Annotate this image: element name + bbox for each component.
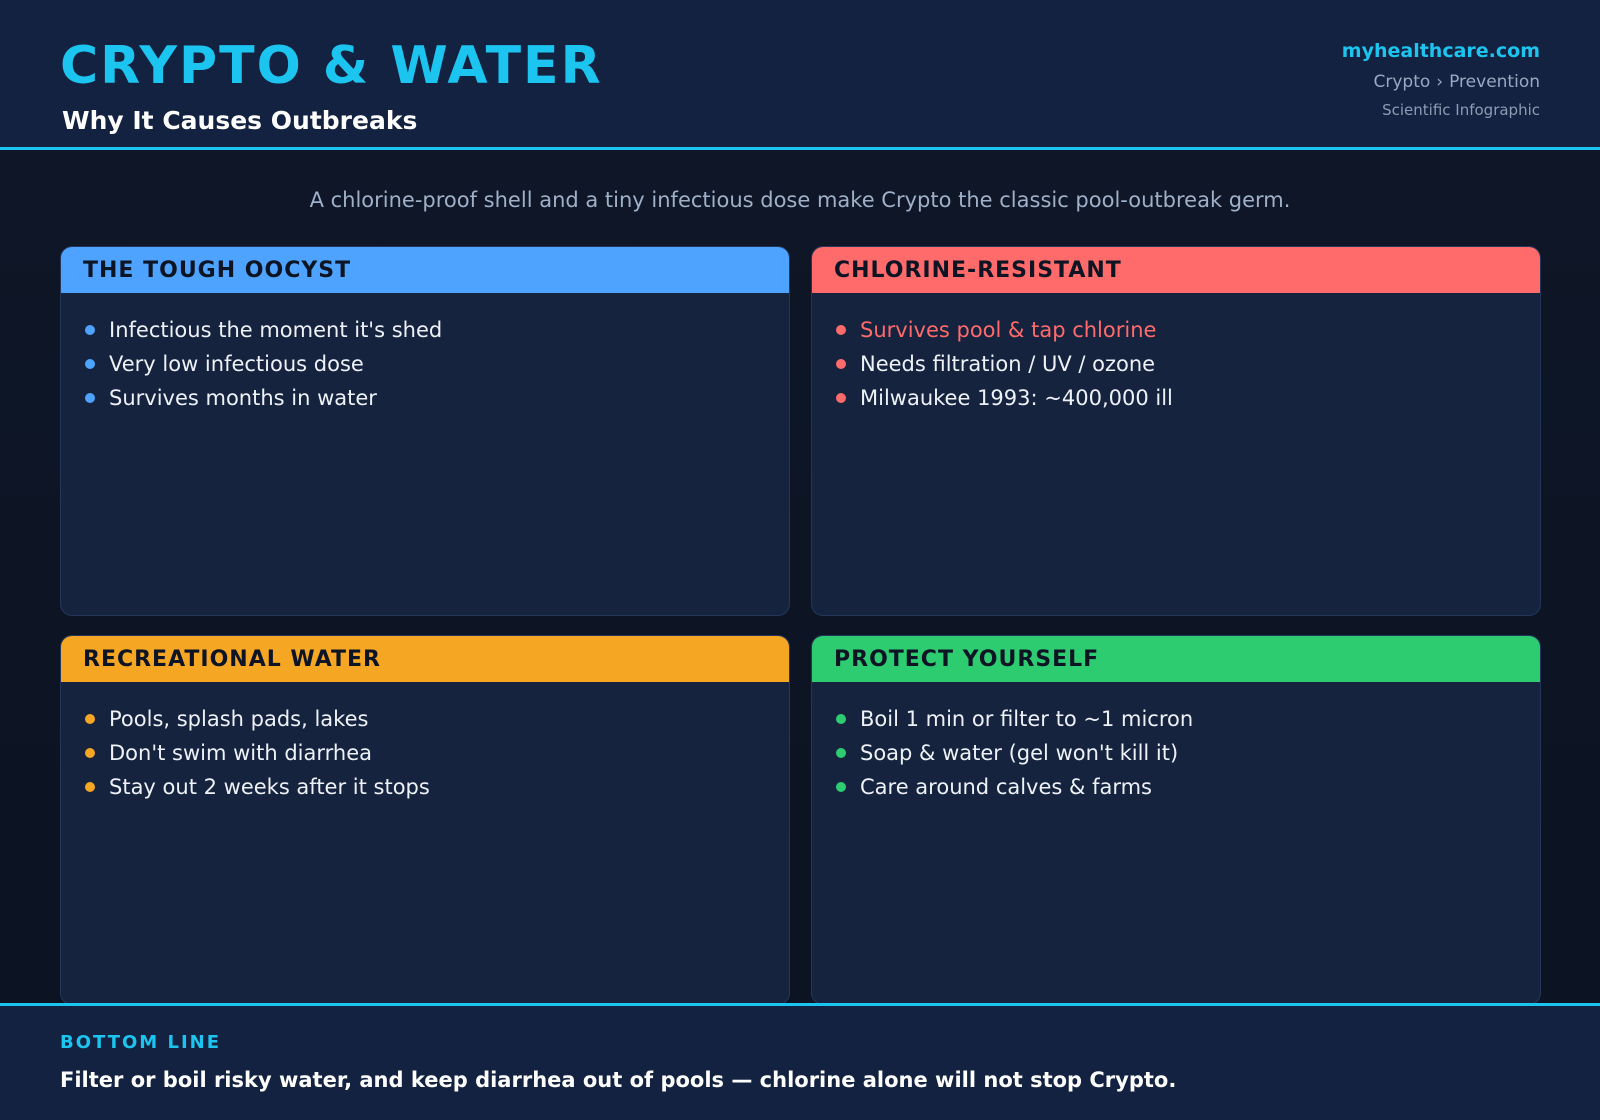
list-item-text: Very low infectious dose [109,352,364,376]
bullet-dot-icon [85,748,95,758]
card-header: RECREATIONAL WATER [61,636,789,682]
breadcrumb-separator: › [1436,72,1444,92]
card-chlorine-resistant [811,246,1541,616]
list-item [836,347,1540,381]
bullet-dot-icon [85,325,95,335]
bullet-dot-icon [836,714,846,724]
bullet-dot-icon [836,359,846,369]
page-title: CRYPTO & WATER [60,36,603,96]
list-item [836,770,1540,804]
list-item-text: Infectious the moment it's shed [109,318,443,342]
content-type-label: Scientific Infographic [1382,101,1540,119]
list-item [85,770,789,804]
card-list [812,293,1540,415]
list-item [85,702,789,736]
card-recreational-water [60,635,790,1005]
breadcrumb-item-prevention[interactable]: Prevention [1449,72,1540,92]
list-item-text: Soap & water (gel won't kill it) [860,741,1179,765]
card-header: THE TOUGH OOCYST [61,247,789,293]
list-item-text: Pools, splash pads, lakes [109,707,369,731]
bullet-dot-icon [85,782,95,792]
bottom-line-label: BOTTOM LINE [60,1032,221,1053]
list-item-text: Boil 1 min or filter to ~1 micron [860,707,1194,731]
intro-text: A chlorine-proof shell and a tiny infectious dose make Crypto the classic pool-outbreak germ. [309,188,1291,212]
list-item-text: Care around calves & farms [860,775,1153,799]
card-protect-yourself [811,635,1541,1005]
list-item-text: Survives pool & tap chlorine [860,318,1157,342]
list-item [85,736,789,770]
bullet-dot-icon [836,393,846,403]
bullet-dot-icon [836,748,846,758]
bottom-line-text: Filter or boil risky water, and keep diarrhea out of pools — chlorine alone will not stop Crypto. [60,1068,1177,1092]
bullet-dot-icon [836,325,846,335]
card-list [812,682,1540,804]
bottom-line-banner [0,1003,1600,1120]
card-tough-oocyst [60,246,790,616]
list-item [836,702,1540,736]
breadcrumb-item-crypto[interactable]: Crypto [1373,72,1431,92]
list-item [85,381,789,415]
bullet-dot-icon [85,393,95,403]
card-list [61,682,789,804]
list-item-text: Needs filtration / UV / ozone [860,352,1156,376]
bullet-dot-icon [85,359,95,369]
card-list [61,293,789,415]
breadcrumb [1374,72,1540,92]
brand-link[interactable]: myhealthcare.com [1341,40,1540,62]
list-item-text: Don't swim with diarrhea [109,741,372,765]
list-item [836,381,1540,415]
list-item-text: Milwaukee 1993: ~400,000 ill [860,386,1173,410]
list-item [85,313,789,347]
page-subtitle: Why It Causes Outbreaks [62,106,418,135]
list-item-text: Survives months in water [109,386,377,410]
card-header: CHLORINE-RESISTANT [812,247,1540,293]
list-item-highlighted [836,313,1540,347]
list-item [85,347,789,381]
bullet-dot-icon [85,714,95,724]
list-item-text: Stay out 2 weeks after it stops [109,775,430,799]
card-header: PROTECT YOURSELF [812,636,1540,682]
header [0,0,1600,150]
list-item [836,736,1540,770]
bullet-dot-icon [836,782,846,792]
